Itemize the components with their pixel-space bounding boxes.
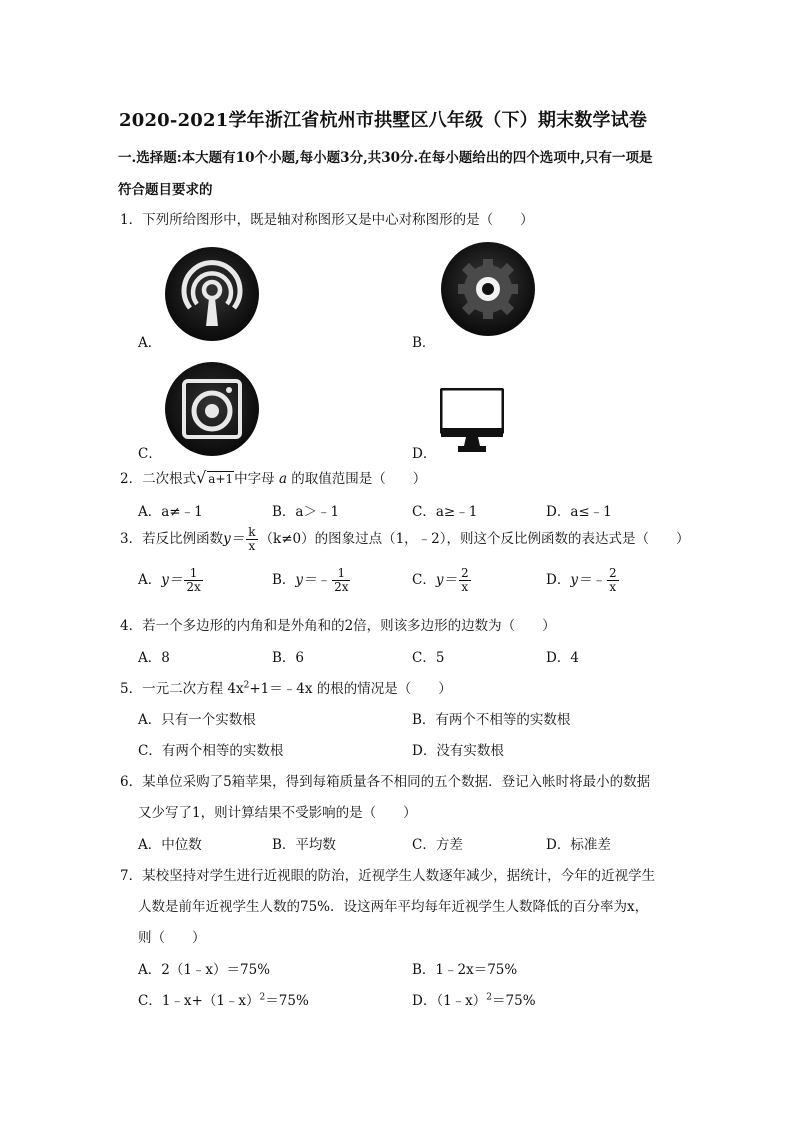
q5-text-post: +1＝﹣4x 的根的情况是（ ） (249, 681, 452, 697)
question-4-stem: 4．若一个多边形的内角和是外角和的2倍，则该多边形的边数为（ ） (120, 618, 556, 634)
q7-option-d (412, 989, 536, 1009)
q7-d-exponent: 2 (486, 992, 493, 1003)
q3-b-num: 1 (332, 567, 350, 581)
q3-d-den: x (609, 580, 617, 594)
q2-text-pre: 2．二次根式 (120, 471, 197, 487)
q3-b-lhs: y＝﹣ (295, 572, 331, 588)
q3-d-fraction (607, 567, 619, 594)
q6-option-b: B．平均数 (272, 837, 336, 853)
q2-option-a: A．a≠﹣1 (138, 504, 203, 520)
q2-option-c: C．a≥﹣1 (412, 504, 478, 520)
q2-text-mid: 中字母 (234, 471, 275, 487)
question-7-line2: 人数是前年近视学生人数的75%．设这两年平均每年近视学生人数降低的百分率为x， (138, 899, 649, 915)
question-3-stem (120, 526, 690, 553)
q2-text-post: 的取值范围是（ ） (291, 471, 427, 487)
q1-option-b-label: B． (412, 335, 436, 351)
q4-option-c: C．5 (412, 650, 445, 666)
q3-y: y＝ (223, 531, 245, 547)
q1-option-a-label: A． (138, 335, 162, 351)
q4-option-d: D．4 (546, 650, 579, 666)
q7-option-a: A．2（1﹣x）＝75% (138, 962, 271, 978)
q3-fraction (246, 526, 257, 553)
section-heading-line1: 一.选择题:本大题有10个小题,每小题3分,共30分.在每小题给出的四个选项中,只有一项是 (118, 150, 653, 166)
question-1-stem: 1．下列所给图形中，既是轴对称图形又是中心对称图形的是（ ） (120, 212, 534, 228)
q3-c-lhs: y＝ (435, 572, 457, 588)
question-6-line2: 又少写了1，则计算结果不受影响的是（ ） (138, 805, 417, 821)
q7-c-tail: ＝75% (265, 993, 309, 1009)
q2-option-b: B．a＞﹣1 (272, 504, 340, 520)
radical-sign: √ (196, 468, 207, 487)
monitor-icon (440, 388, 504, 454)
q7-c-exponent: 2 (259, 992, 266, 1003)
q2-variable: a (278, 471, 287, 487)
q3-a-num: 1 (184, 567, 202, 581)
q3-text-pre: 3．若反比例函数 (120, 531, 224, 547)
q3-option-b (272, 567, 352, 594)
q3-option-a (138, 567, 205, 594)
q7-c-text: C．1﹣x+（1﹣x） (138, 993, 260, 1009)
q1-option-d-label: D． (412, 446, 437, 462)
question-7-line3: 则（ ） (138, 930, 206, 946)
q3-denominator: x (248, 539, 256, 553)
q6-option-c: C．方差 (412, 837, 463, 853)
q3-c-fraction (459, 567, 471, 594)
q3-c-label: C． (412, 572, 436, 588)
q7-d-text: D．（1﹣x） (412, 993, 487, 1009)
q5-option-a: A．只有一个实数根 (138, 712, 256, 728)
q3-text-cond: （k≠0）的图象过点（1，﹣2），则这个反比例函数的表达式是（ ） (259, 531, 690, 547)
q3-option-d (546, 567, 621, 594)
q7-option-c (138, 989, 309, 1009)
camera-icon (164, 361, 260, 457)
q4-option-a: A．8 (138, 650, 170, 666)
gear-icon (440, 241, 536, 337)
question-7-line1: 7．某校坚持对学生进行近视眼的防治，近视学生人数逐年减少，据统计，今年的近视学生 (120, 868, 656, 884)
q7-option-b: B．1﹣2x＝75% (412, 962, 518, 978)
q3-numerator: k (248, 525, 256, 539)
q6-option-d: D．标准差 (546, 837, 611, 853)
q3-b-fraction (332, 567, 350, 594)
q3-c-den: x (461, 580, 469, 594)
q3-d-label: D． (546, 572, 571, 588)
q7-d-tail: ＝75% (492, 993, 536, 1009)
section-heading-line2: 符合题目要求的 (118, 182, 213, 198)
q5-option-d: D．没有实数根 (412, 743, 504, 759)
q1-option-c-label: C． (138, 446, 162, 462)
question-2-stem (120, 467, 426, 487)
q3-d-lhs: y＝﹣ (570, 572, 605, 588)
q3-option-c (412, 567, 473, 594)
q3-a-label: A． (138, 572, 162, 588)
q3-a-den: 2x (186, 580, 201, 594)
q6-option-a: A．中位数 (138, 837, 202, 853)
q5-text-pre: 5．一元二次方程 4x (120, 681, 244, 697)
q5-exponent: 2 (243, 680, 250, 691)
q3-c-num: 2 (460, 566, 469, 580)
q5-option-b: B．有两个不相等的实数根 (412, 712, 571, 728)
q3-a-fraction (184, 567, 202, 594)
q3-d-num: 2 (608, 566, 617, 580)
q3-a-lhs: y＝ (161, 572, 183, 588)
q3-b-den: 2x (334, 580, 349, 594)
q2-option-d: D．a≤﹣1 (546, 504, 612, 520)
q5-option-c: C．有两个相等的实数根 (138, 743, 284, 759)
wifi-signal-icon (164, 246, 260, 342)
page-title: 2020-2021学年浙江省杭州市拱墅区八年级（下）期末数学试卷 (119, 110, 648, 131)
question-5-stem (120, 677, 452, 697)
question-6-line1: 6．某单位采购了5箱苹果，得到每箱质量各不相同的五个数据．登记入帐时将最小的数据 (120, 774, 651, 790)
q3-b-label: B． (272, 572, 296, 588)
q2-radicand: a+1 (208, 472, 234, 486)
q4-option-b: B．6 (272, 650, 305, 666)
